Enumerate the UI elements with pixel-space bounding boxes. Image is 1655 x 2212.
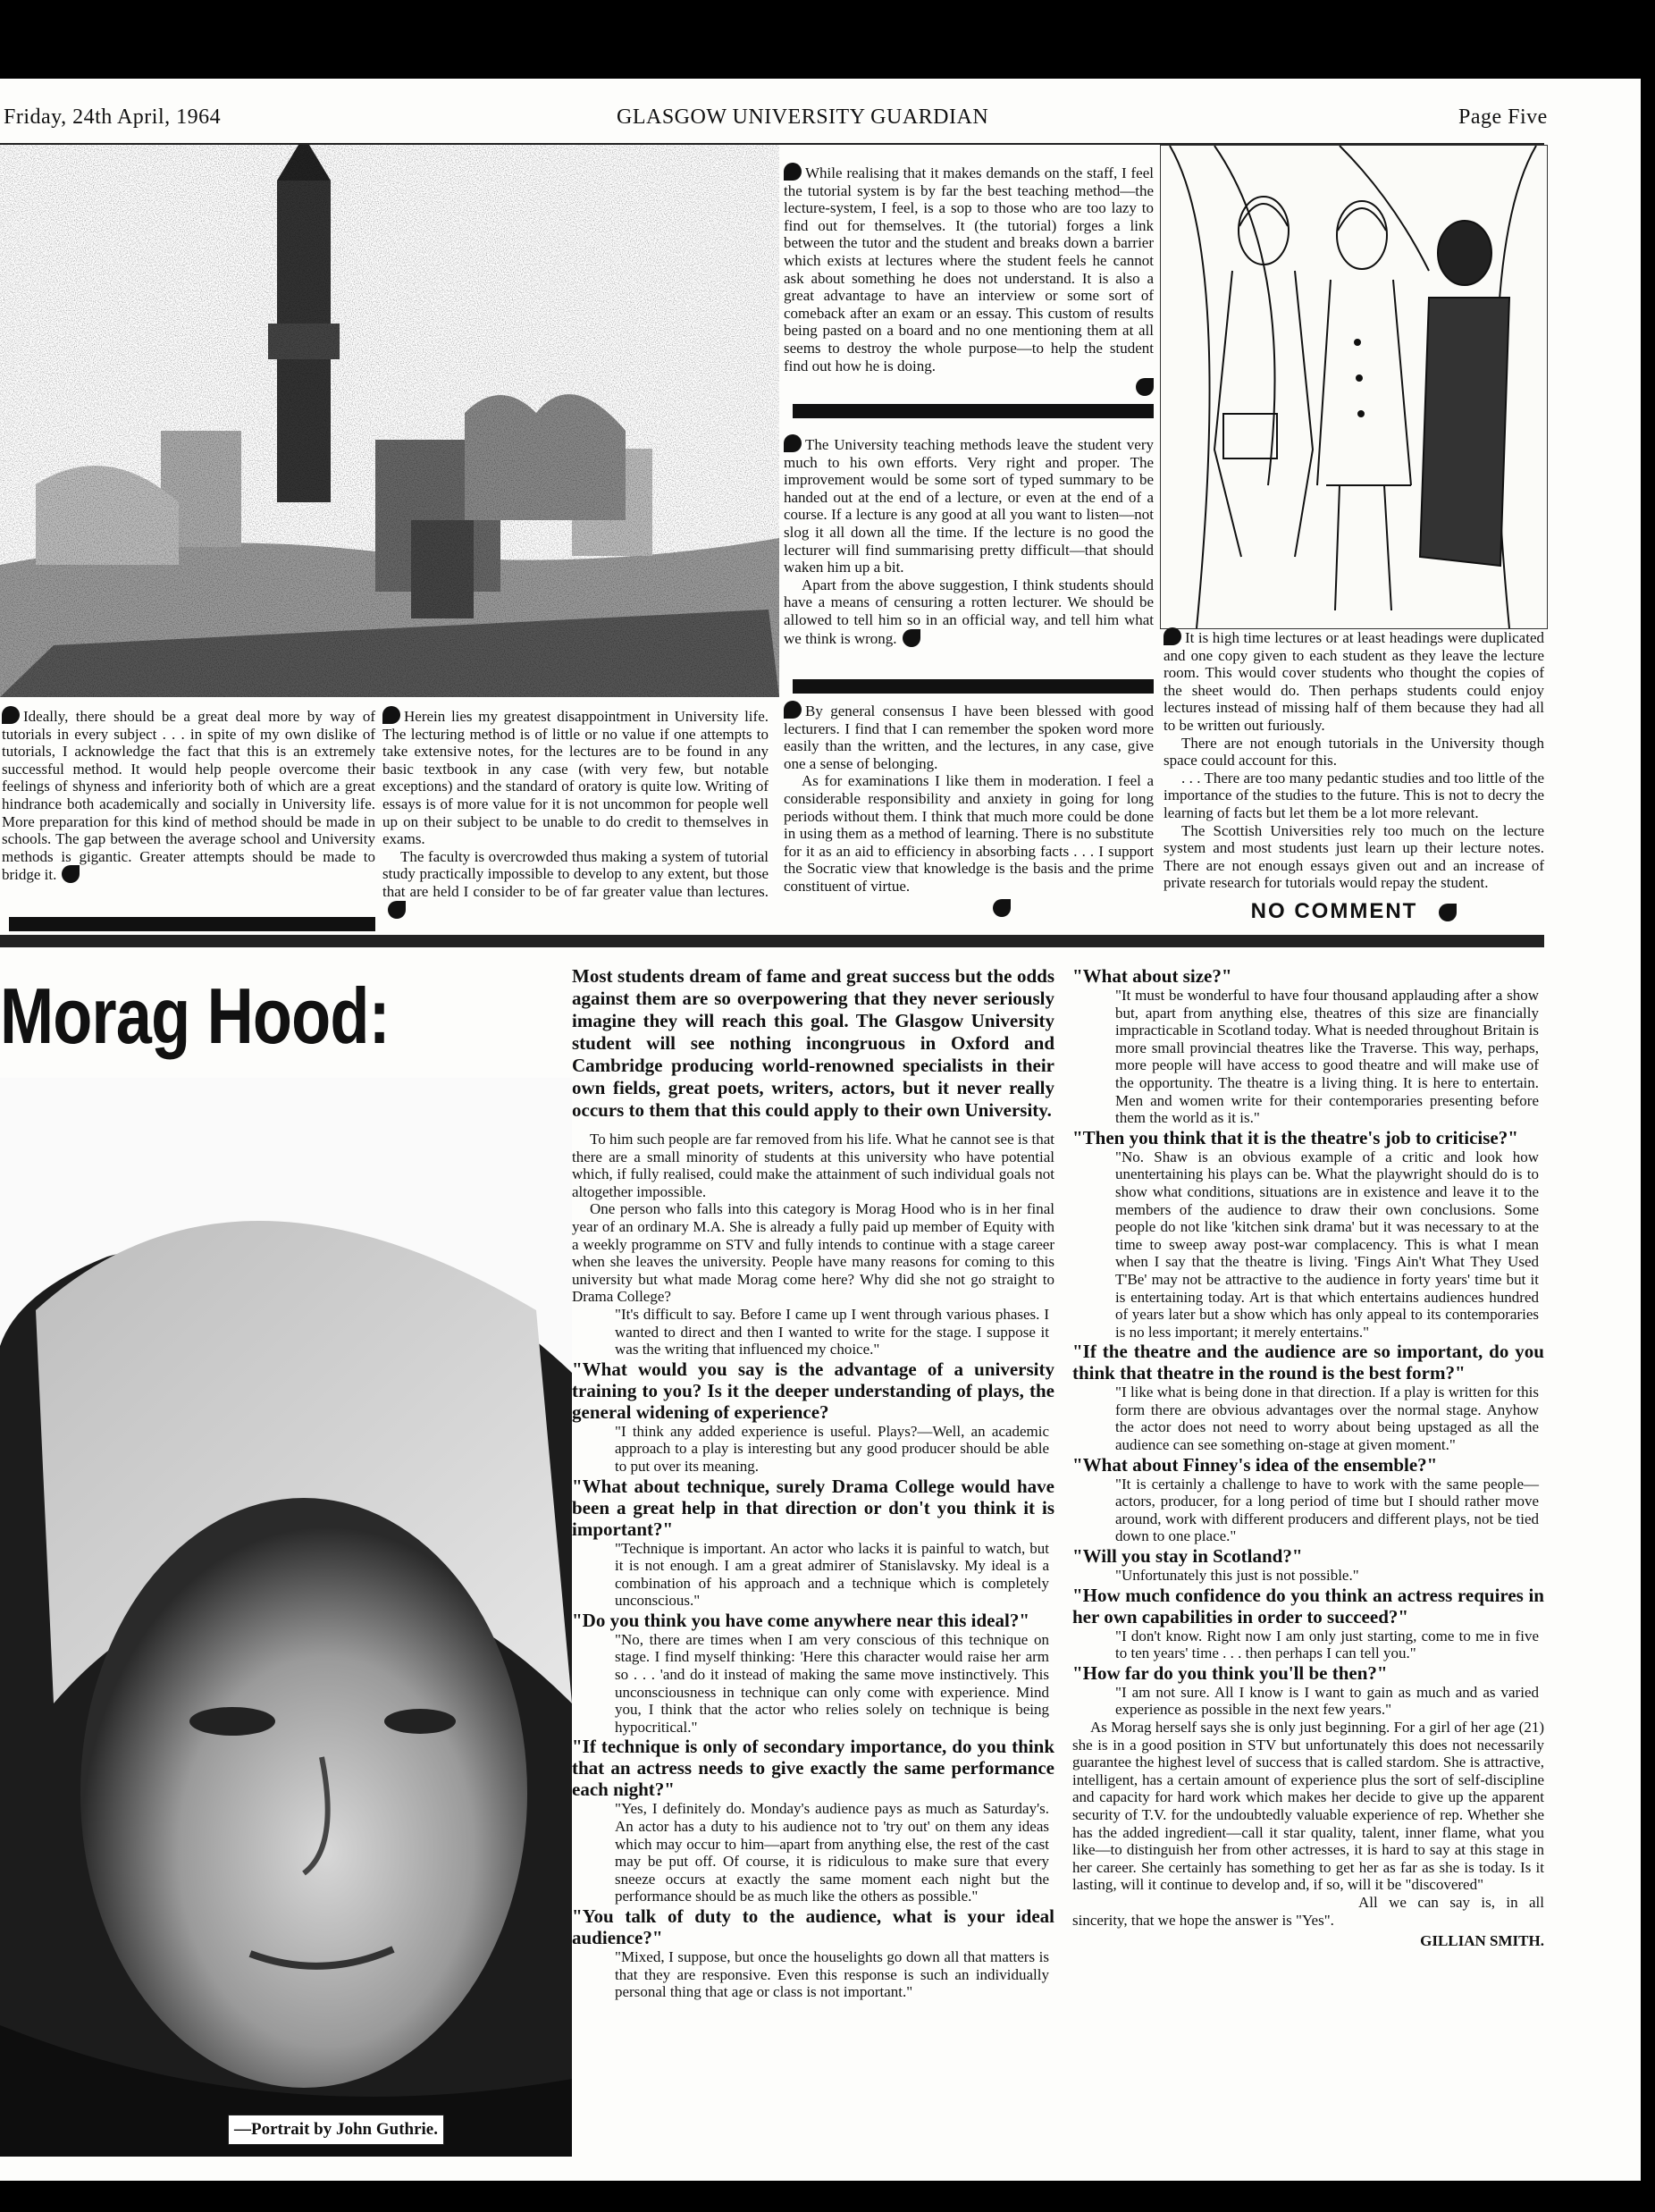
divider-band [9,917,375,931]
masthead: GLASGOW UNIVERSITY GUARDIAN [617,105,989,129]
interview-question: "Do you think you have come anywhere near this ideal?" [572,1609,1029,1631]
quote-mark-icon [2,706,20,724]
quote-mark-icon [784,434,802,452]
interview-question: "Then you think that it is the theatre's job to criticise?" [1072,1126,1518,1148]
quote-end-icon [388,901,406,919]
byline: GILLIAN SMITH. [1420,1932,1544,1950]
feature-column-1: Most students dream of fame and great success but the odds against them are so overpowering that they never seriously imagine they will reach this goal. The Glasgow University student will see nothing incongruous in Oxford and Cambridge producing world-renowned specialists in their own fields, great poets, writers, actors, but it never really occurs to them that this could apply to their own University. To him such people are far removed from his life. What he cannot see is that there are a small minority of students at this university who have potential which, if fully realised, could make the attainment of such individual goals not altogether impossible. One person who falls into this category is Morag Hood who is in her final year of an ordinary M.A. She is already a fully paid up member of Equity with a weekly programme on STV and fully intends to continue with a stage career when she leaves the university. People have many reasons for coming to this university but what made Morag come here? Why did she not go straight to Drama College? "It's difficult to say. Before I came up I went through various phases. I wanted to direct and then I wanted to write for the stage. I suppose it was the writing that influenced my choice." "What would you say is the advantage of a university training to you? Is it the deeper understanding of plays, the general widening of experience? "I think any added experience is useful. Plays?—Well, an academic approach to a play is interesting but any good producer should be able to put over its meaning. "What about technique, surely Drama College would have been a great help in that direction or don't you think it is important?" "Technique is important. An actor who lacks it is painful to watch, but it is not enough. I am a great admirer of Stanislavsky. My ideal is a combination of his approach and a technique which is completely unconscious." "Do you think you have come anywhere near this ideal?" "No, there are times when I am very conscious of this technique on stage. I find myself thinking: 'Here this character would raise her arm so . . . 'and do it instead of making the same move instinctively. This unconsciousness in technique can only come with experience. Mind you, I think that the actor who relies solely on technique is being hypocritical." "If technique is only of secondary importance, do you think that an actress needs to give exactly the same performance each night?" "Yes, I definitely do. Monday's audience pays as much as Saturday's. An actor has a duty to his audience not to 'try out' on them any ideas which may occur to him—apart from anything else, the rest of the cast may be put off. Of course, it is ridiculous to make sure that every sneeze occurs at exactly the same moment each night but the performance should be as much like the others as possible." "You talk of duty to the audience, what is your ideal audience?" "Mixed, I suppose, but once the houselights go down all that matters is that they are responsive. Even this response is such an individually personal thing that age or class is not important." [572,965,1054,2001]
comment-tutorial-system: While realising that it makes demands on the staff, I feel the tutorial system is by far the best teaching method—the lecture-system, I feel, is a sop to those who are too lazy to find out for themselves. It (the tutorial) forges a link between the tutor and the student and breaks down a barrier which exists at lectures where the student feels he cannot ask about something he does not understand. It is also a great advantage to have an interview or some sort of comeback after an exam or an essay. This custom of results being pasted on a board and no one mentioning them at all seems to destroy the whole purpose—to help the student find out how he is doing. [784,163,1154,397]
portrait-caption: —Portrait by John Guthrie. [228,2115,444,2145]
interview-question: "What about Finney's idea of the ensemble?" [1072,1453,1438,1476]
quote-mark-icon [1164,627,1181,645]
quote-mark-icon [382,706,400,724]
comment-headings: It is high time lectures or at least headings were duplicated and one copy given to each student as they leave the lecture room. This would cover students who thought the copies of the sheet would do. Then perhaps students could enjoy lectures instead of missing half of them because they had all to be written out furiously. There are not enough tutorials in the University though space could account for this. . . . There are too many pedantic studies and too little of the importance of the studies to the future. This is not to decry the learning of facts but let them be a lot more relevant. The Scottish Universities rely too much on the lecture system and most students just learn up their lecture notes. There are not enough essays given out and an increase of private research for tutorials would repay the student. NO COMMENT [1164,629,1544,923]
feature-column-2: "What about size?" "It must be wonderful to have four thousand applauding after a show but, apart from anything else, theatres of this size are financially impracticable in Scotland today. What is needed throughout Britain is more small provincial theatres like the Traverse. This way, perhaps, more people will have access to good theatre and will make use of the opportunity. The theatre is a living thing. It is here to entertain. Men and women write for their contemporaries presenting before them the world as it is." "Then you think that it is the theatre's job to criticise?" "No. Shaw is an obvious example of a critic and look how unentertaining his plays can be. What the playwright should do is to show what conditions, situations are in existence and leave it to the members of the audience to draw their own conclusions. Some people do not like 'kitchen sink drama' but it was necessary to at the time to sweep away post-war complacency. This is what I mean when I say that the theatre is living. 'Fings Ain't What They Used T'Be' may not be attractive to the audience in forty years' time but it is entertaining today. Art is that which entertains audiences hundred of years later but a show which has only appeal to its contemporaries is no less important; it merely entertains." "If the theatre and the audience are so important, do you think that theatre in the round is the best form?" "I like what is being done in that direction. If a play is written for this form there are obvious advantages over the normal stage. Anyhow the actor does not need to worry about being upstaged as all the audience can see something on-stage at given moment." "What about Finney's idea of the ensemble?" "It is certainly a challenge to have to work with the same people—actors, producer, for a long period of time but I should rather move around, work with different producers and different plays, not be tied down to one place." "Will you stay in Scotland?" "Unfortunately this just is not possible." "How much confidence do you think an actress requires in her own capabilities in order to succeed?" "I don't know. Right now I am only just starting, come to me in five to ten years' time . . . then perhaps I can tell you." "How far do you think you'll be then?" "I am not sure. All I know is I want to gain as much and as varied experience as possible in the next few years." As Morag herself says she is only just beginning. For a girl of her age (21) she is in a good position in STV but unfortunately this does not necessarily guarantee the highest level of success that is called stardom. She is attractive, intelligent, has a certain amount of experience plus the sort of self-discipline and capacity for hard work which makes her decide to give up the apparent security of T.V. for the undoubtedly valuable experience of rep. Whether she has the added ingredient—call it star quality, talent, inner flame, what you like—to distinguish her from other actresses, it is hard to say at this stage in her career. She certainly has something to get her as far as she is today. Is it lasting, will it continue to develop and, if so, will it be "discovered" All we can say is, in all sincerity, that we hope the answer is "Yes". GILLIAN SMITH. [1072,965,1544,1950]
divider-band [793,679,1154,694]
right-border [1641,79,1655,2181]
university-photo [0,145,779,697]
interview-question: "What about technique, surely Drama College would have been a great help in that direction or don't you think it is important?" [572,1475,1054,1540]
bottom-border [0,2181,1655,2212]
interview-question: "What would you say is the advantage of a university training to you? Is it the deeper understanding of plays, the general widening of experience? [572,1358,1054,1423]
closing-paragraph: As Morag herself says she is only just beginning. For a girl of her age (21) she is in a good position in STV but unfortunately this does not necessarily guarantee the highest level of success that is called stardom. She is attractive, intelligent, has a certain amount of experience plus the sort of self-discipline and capacity for hard work which makes her decide to give up the apparent security of T.V. for the undoubtedly valuable experience of rep. Whether she has the added ingredient—call it star quality, talent, inner flame, what you like—to distinguish her from other actresses, it is hard to say at this stage in her career. She certainly has something to get her as far as she is today. Is it lasting, will it continue to develop and, if so, will it be "discovered" [1072,1719,1544,1894]
top-border [0,0,1655,79]
issue-date: Friday, 24th April, 1964 [4,105,222,129]
comment-lecturers: By general consensus I have been blessed with good lecturers. I find that I can remember the spoken word more easily than the written, and the lectures, in any case, give one a sense of belonging. As for examinations I like them in moderation. I feel a considerable responsibility and anxiety in going for long periods without them. I think that much more could be done in using them as a method of learning. There is no substitute for it as an aid to efficiency in absorbing facts . . . I support the Socratic view that knowledge is the basis and the prime constituent of virtue. [784,701,1154,917]
page-number: Page Five [1458,105,1548,129]
divider-band [793,404,1154,418]
quote-mark-icon [784,163,802,181]
quote-end-icon [993,899,1011,917]
interview-question: "If the theatre and the audience are so important, do you think that theatre in the round is the best form?" [1072,1341,1544,1384]
interview-question: "How much confidence do you think an actress requires in her own capabilities in order to succeed?" [1072,1584,1544,1627]
quote-mark-icon [784,701,802,719]
interview-question: "How far do you think you'll be then?" [1072,1661,1388,1684]
final-line: All we can say is, in all sincerity, that we hope the answer is "Yes". [1072,1893,1544,1929]
feature-title: Morag Hood: [0,971,390,1060]
no-comment-label: NO COMMENT [1250,898,1418,923]
feature-lead: Most students dream of fame and great success but the odds against them are so overpowering that they never seriously imagine they will reach this goal. The Glasgow University student will see nothing incongruous in Oxford and Cambridge producing world-renowned specialists in their own fields, great poets, writers, actors, but it never really occurs to them that this could apply to their own University. [572,965,1054,1121]
interview-question: "What about size?" [1072,965,1232,987]
comment-tutorials: Ideally, there should be a great deal more by way of tutorials in every subject . . . in spite of my own dislike of tutorials, I acknowledge the fact that this is an extremely successful method. It would help people overcome their feelings of shyness and inferiority both of which are a great hindrance both academically and socially in University life. More preparation for this kind of method should be made in schools. The gap between the average school and University methods is gigantic. Greater attempts should be made to bridge it. [2,708,375,884]
quote-end-icon [1439,904,1457,921]
interview-question: "You talk of duty to the audience, what is your ideal audience?" [572,1905,1054,1948]
section-divider [0,935,1544,947]
quote-end-icon [903,629,920,647]
interview-question: "If technique is only of secondary importance, do you think that an actress needs to give exactly the same performance each night?" [572,1736,1054,1801]
interview-question: "Will you stay in Scotland?" [1072,1545,1303,1568]
comment-lecturing: Herein lies my greatest disappointment in University life. The lecturing method is of little or no value if one attempts to take extensive notes, for the lectures are to be found in any basic textbook in any case (with very few, but notable exceptions) and the standard of oratory is quite low. Writing of essays is of more value for it is not uncommon for people well up on their subject to be unable to do credit to themselves in exams. The faculty is overcrowded thus making a system of tutorial study practically impossible to develop to any extent, but those that are held I consider to be of far greater value than lectures. [382,706,769,919]
quote-end-icon [1136,378,1154,396]
students-sketch [1160,145,1548,629]
quote-end-icon [62,865,80,883]
portrait-photo [0,1078,572,2157]
comment-teaching-methods: The University teaching methods leave the student very much to his own efforts. Very right and proper. The improvement would be some sort of typed summary to be handed out at the end of a lecture, or even at the end of a course. If a lecture is any good at all you want to listen—not slog it all down all the time. If the lecture is no good the lecturer will find summarising pretty difficult—that should waken him up a bit. Apart from the above suggestion, I think students should have a means of censuring a rotten lecturer. We should be allowed to tell him so in an official way, and tell him what we think is wrong. [784,436,1154,647]
